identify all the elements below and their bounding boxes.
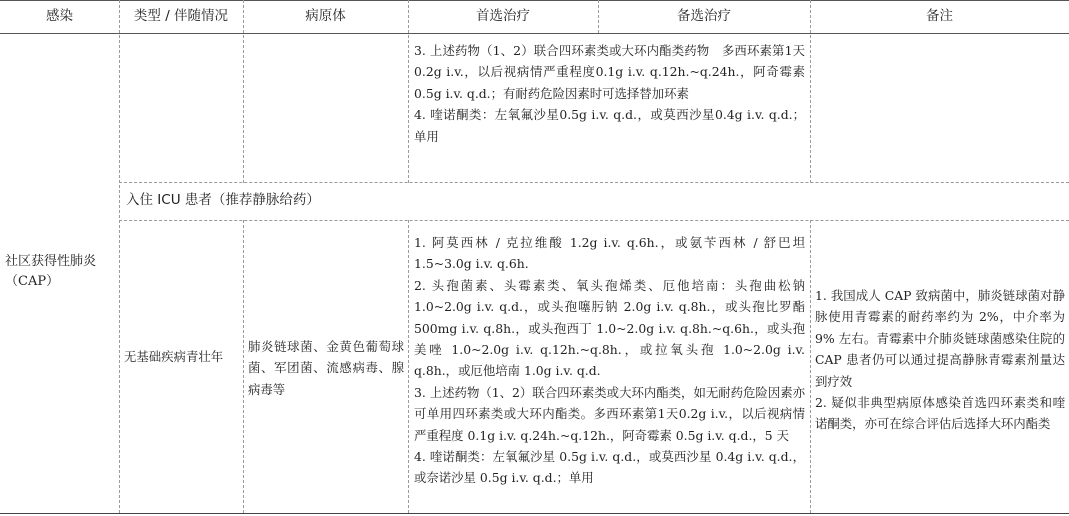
- treatment-item: 2. 头孢菌素、头霉素类、氧头孢烯类、厄他培南：头孢曲松钠 1.0~2.0g i.v. q.d.，或头孢噻肟钠 2.0g i.v. q.8h.，或头孢比罗酯 500mg i.v. q.8h.，或头孢西丁 1.0~2.0g i.v. q.8h.~q.6h.，或头孢美唑 1.0~2.0g i.v. q.12h.~q.8h.，或拉氧头孢 1.0~2.0g i.v. q.8h.，或厄他培南 1.0g i.v. q.d.: [414, 277, 805, 379]
- column-divider: [408, 220, 409, 513]
- column-divider: [810, 220, 811, 513]
- remarks-item: 1. 我国成人 CAP 致病菌中，肺炎链球菌对静脉使用青霉素的耐药率约为 2%，中介率为 9% 左右。青霉素中介肺炎链球菌感染住院的 CAP 患者仍可以通过提高静脉青霉素剂量达到疗效: [815, 288, 1065, 389]
- treatment-item: 1. 阿莫西林 / 克拉维酸 1.2g i.v. q.6h.，或氨苄西林 / 舒巴坦 1.5~3.0g i.v. q.6h.: [414, 235, 805, 272]
- column-divider: [243, 220, 244, 513]
- treatment-item: 4. 喹诺酮类：左氧氟沙星0.5g i.v. q.d.，或莫西沙星0.4g i.v. q.d.；单用: [414, 107, 805, 144]
- treatment-item: 3. 上述药物（1、2）联合四环素类或大环内酯类，如无耐药危险因素亦可单用四环素类或大环内酯类。多西环素第1天0.2g i.v.，以后视病情严重程度 0.1g i.v. q.24h.~q.12h.，阿奇霉素 0.5g i.v. q.d.，5 天: [414, 384, 805, 443]
- remarks-item: 2. 疑似非典型病原体感染首选四环素类和喹诺酮类，亦可在综合评估后选择大环内酯类: [815, 395, 1065, 432]
- header-alternative: 备选治疗: [677, 8, 731, 24]
- header-pathogen: 病原体: [305, 8, 346, 24]
- type-cell: 无基础疾病青壮年: [124, 349, 224, 364]
- treatment-cell: [414, 232, 805, 489]
- infection-name: 社区获得性肺炎（CAP）: [5, 254, 97, 289]
- header-bottom-rule: [0, 33, 1069, 34]
- section-title: 入住 ICU 患者（推荐静脉给药）: [126, 192, 320, 208]
- row-divider: [119, 220, 1069, 221]
- column-divider: [119, 0, 120, 513]
- treatment-cell: [414, 40, 805, 147]
- remarks-cell: [815, 285, 1065, 435]
- header-type: 类型 / 伴随情况: [133, 8, 229, 24]
- treatment-item: 4. 喹诺酮类：左氧氟沙星 0.5g i.v. q.d.，或莫西沙星 0.4g i.v. q.d.，或奈诺沙星 0.5g i.v. q.d.；单用: [414, 449, 805, 486]
- header-infection: 感染: [46, 8, 73, 24]
- header-first-choice: 首选治疗: [476, 8, 530, 24]
- table-bottom-rule: [0, 513, 1069, 514]
- pathogen-cell: 肺炎链球菌、金黄色葡萄球菌、军团菌、流感病毒、腺病毒等: [248, 339, 404, 397]
- header-remarks: 备注: [926, 8, 953, 24]
- treatment-item: 3. 上述药物（1、2）联合四环素类或大环内酯类药物 多西环素第1天0.2g i.v.，以后视病情严重程度0.1g i.v. q.12h.~q.24h.，阿奇霉素0.5g i.v. q.d.；有耐药危险因素时可选择替加环素: [414, 43, 805, 101]
